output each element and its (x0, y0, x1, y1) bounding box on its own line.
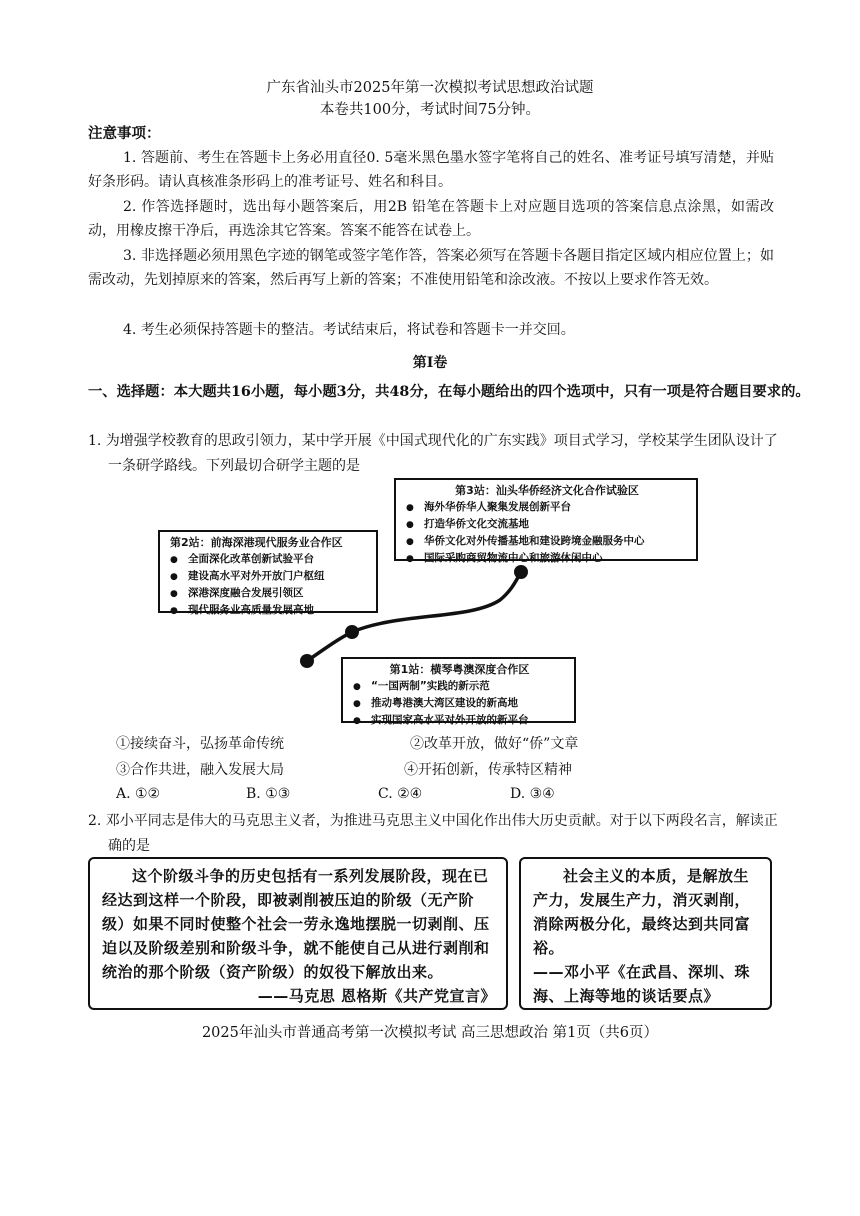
quote-marx-box (88, 857, 508, 1010)
option-b: B. ①③ (246, 786, 291, 802)
option-a: A. ①② (116, 786, 161, 802)
station-1-item: ● 实现国家高水平对外开放的新平台 (353, 712, 566, 729)
statement-4: ④开拓创新，传承特区精神 (404, 762, 572, 778)
statement-2: ②改革开放，做好“侨”文章 (410, 736, 579, 752)
volume-title: 第Ⅰ卷 (412, 355, 448, 371)
station-2-title: 第2站：前海深港现代服务业合作区 (170, 536, 343, 549)
statement-3: ③合作共进，融入发展大局 (116, 762, 284, 778)
option-d: D. ③④ (510, 786, 555, 802)
station-3-item: ● 华侨文化对外传播基地和建设跨境金融服务中心 (406, 533, 688, 550)
notice-heading: 注意事项： (88, 125, 161, 142)
question-2-stem: 2. 邓小平同志是伟大的马克思主义者，为推进马克思主义中国化作出伟大历史贡献。对于以下两段名言，解读正确的是 (88, 813, 778, 854)
statement-1: ①接续奋斗，弘扬革命传统 (116, 736, 284, 752)
route-node-1 (300, 654, 314, 668)
station-3-title: 第3站：汕头华侨经济文化合作试验区 (455, 484, 639, 497)
quote-deng-box (519, 857, 772, 1010)
route-node-3 (514, 565, 528, 579)
station-2-item: ● 深港深度融合发展引领区 (170, 585, 368, 602)
notice-item-2: 2. 作答选择题时，选出每小题答案后，用2B 铅笔在答题卡上对应题目选项的答案信息点涂黑，如需改动，用橡皮擦干净后，再选涂其它答案。答案不能答在试卷上。 (88, 199, 774, 239)
station-3-item: ● 海外华侨华人聚集发展创新平台 (406, 499, 688, 516)
quote-marx-source: ——马克思 恩格斯《共产党宣言》 (257, 987, 496, 1005)
station-1-item: ● 推动粤港澳大湾区建设的新高地 (353, 695, 566, 712)
page-footer: 2025年汕头市普通高考第一次模拟考试 高三思想政治 第1页（共6页） (201, 1025, 659, 1041)
station-3-item: ● 国际采购商贸物流中心和旅游休闲中心 (406, 550, 688, 567)
notice-item-4: 4. 考生必须保持答题卡的整洁。考试结束后，将试卷和答题卡一并交回。 (123, 322, 575, 338)
station-2-box (158, 530, 378, 616)
notice-item-1: 1. 答题前、考生在答题卡上务必用直径0. 5毫米黑色墨水签字笔将自己的姓名、准考证号填写清楚，并贴好条形码。请认真核准条形码上的准考证号、姓名和科目。 (88, 150, 774, 190)
route-node-2 (345, 625, 359, 639)
section-heading: 一、选择题：本大题共16小题，每小题3分，共48分，在每小题给出的四个选项中，只有一项是符合题目要求的。 (88, 384, 810, 400)
quote-deng-text: 社会主义的本质，是解放生产力，发展生产力，消灭剥削，消除两极分化，最终达到共同富裕。 (533, 867, 751, 957)
question-1-stem: 1. 为增强学校教育的思政引领力，某中学开展《中国式现代化的广东实践》项目式学习，学校某学生团队设计了一条研学路线。下列最切合研学主题的是 (88, 433, 778, 474)
station-1-item: ● “一国两制”实践的新示范 (353, 678, 566, 695)
station-3-box (394, 478, 698, 564)
station-2-item: ● 建设高水平对外开放门户枢纽 (170, 568, 368, 585)
station-3-item: ● 打造华侨文化交流基地 (406, 516, 688, 533)
exam-subtitle: 本卷共100分，考试时间75分钟。 (319, 102, 541, 118)
station-2-item: ● 现代服务业高质量发展高地 (170, 602, 368, 619)
station-1-box (341, 657, 576, 726)
quote-deng-source: ——邓小平《在武昌、深圳、珠海、上海等地的谈话要点》 (533, 963, 751, 1005)
station-2-item: ● 全面深化改革创新试验平台 (170, 551, 368, 568)
exam-title: 广东省汕头市2025年第一次模拟考试思想政治试题 (266, 80, 594, 96)
notice-item-3: 3. 非选择题必须用黑色字迹的钢笔或签字笔作答，答案必须写在答题卡各题目指定区域内相应位置上；如需改动，先划掉原来的答案，然后再写上新的答案；不准使用铅笔和涂改液。不按以上要求作答无效。 (88, 248, 774, 288)
option-c: C. ②④ (378, 786, 423, 802)
quote-marx-text: 这个阶级斗争的历史包括有一系列发展阶段，现在已经达到这样一个阶段，即被剥削被压迫的阶级（无产阶级）如果不同时使整个社会一劳永逸地摆脱一切剥削、压迫以及阶级差别和阶级斗争，就不能使自己从进行剥削和统治的那个阶级（资产阶级）的奴役下解放出来。 (102, 867, 490, 981)
station-1-title: 第1站：横琴粤澳深度合作区 (389, 663, 530, 676)
